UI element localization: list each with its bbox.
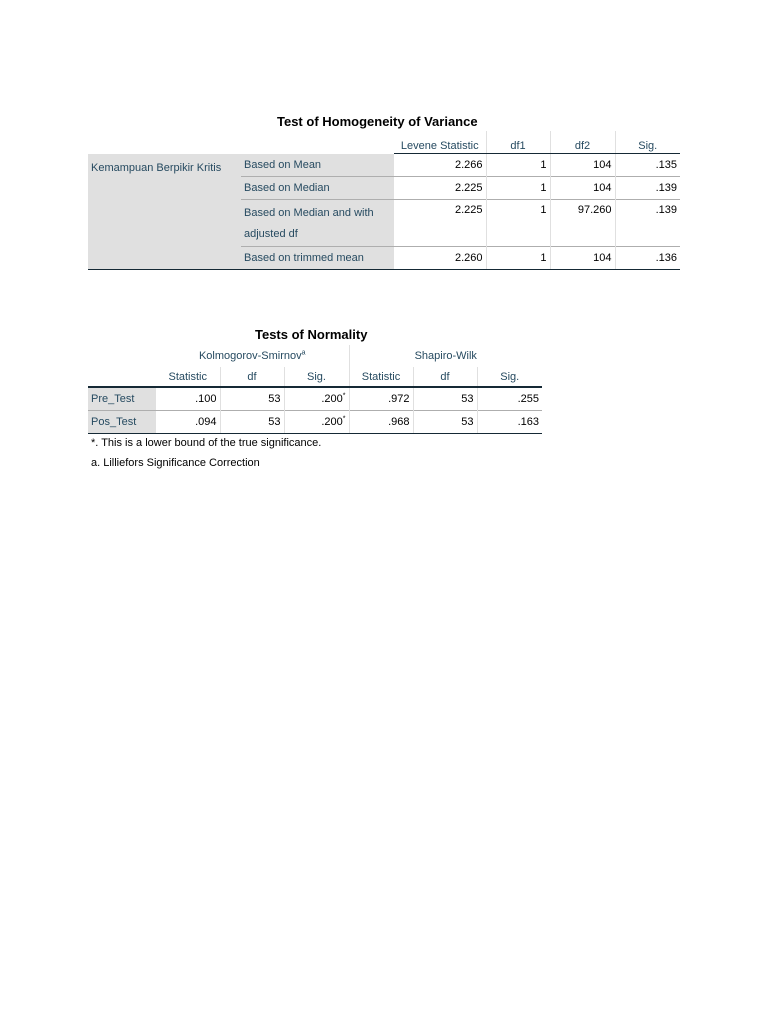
empty-header-cell xyxy=(88,345,156,367)
group-header-ks: Kolmogorov-Smirnov$^a$ xyxy=(198,349,306,362)
empty-header-cell xyxy=(88,367,156,387)
sw-statistic-value: .972 xyxy=(349,387,413,411)
row-label: Pre_Test xyxy=(88,387,156,411)
normality-subheader-row xyxy=(88,367,542,387)
sw-df-value: 53 xyxy=(413,387,477,411)
subheader-sw-sig: Sig. xyxy=(477,367,542,387)
subheader-sw-statistic: Statistic xyxy=(349,367,413,387)
ks-sig-value: .200* xyxy=(284,387,349,411)
df1-value: 1 xyxy=(486,154,550,177)
sig-value: .139 xyxy=(615,200,680,247)
row-label: Pos_Test xyxy=(88,411,156,434)
ks-df-value: 53 xyxy=(220,387,284,411)
sw-sig-value: .163 xyxy=(477,411,542,434)
df2-value: 104 xyxy=(550,247,615,270)
column-header-df1: df1 xyxy=(486,131,550,154)
table-row xyxy=(88,387,542,411)
df2-value: 104 xyxy=(550,154,615,177)
column-header-levene: Levene Statistic xyxy=(394,131,486,154)
table-row xyxy=(88,411,542,434)
row-label: Based on Median xyxy=(241,177,394,200)
homogeneity-title: Test of Homogeneity of Variance xyxy=(277,114,478,129)
ks-statistic-value: .094 xyxy=(156,411,220,434)
footnote-lower-bound: *. This is a lower bound of the true significance. xyxy=(91,437,322,449)
levene-value: 2.225 xyxy=(394,177,486,200)
sw-sig-value: .255 xyxy=(477,387,542,411)
subheader-ks-df: df xyxy=(220,367,284,387)
sig-value: .139 xyxy=(615,177,680,200)
levene-value: 2.266 xyxy=(454,159,483,171)
homogeneity-table xyxy=(88,131,680,270)
sw-statistic-value: .968 xyxy=(349,411,413,434)
ks-sig-value: .200* xyxy=(284,411,349,434)
normality-title: Tests of Normality xyxy=(255,327,368,342)
sig-value: .135 xyxy=(615,154,680,177)
column-header-df2: df2 xyxy=(550,131,615,154)
sw-df-value: 53 xyxy=(413,411,477,434)
normality-group-header-row xyxy=(88,345,542,367)
empty-header-cell xyxy=(88,131,241,154)
footnote-lilliefors: a. Lilliefors Significance Correction xyxy=(91,457,260,469)
group-header-sw: Shapiro-Wilk xyxy=(349,345,542,367)
df2-value: 97.260 xyxy=(550,200,615,247)
row-label: Based on Mean xyxy=(241,154,394,177)
subheader-ks-sig: Sig. xyxy=(284,367,349,387)
table-row xyxy=(88,154,680,177)
levene-value: 2.260 xyxy=(394,247,486,270)
column-header-sig: Sig. xyxy=(615,131,680,154)
levene-value: 2.225 xyxy=(394,200,486,247)
row-label: Based on Median and with adjusted df xyxy=(241,200,394,247)
group-label: Kemampuan Berpikir Kritis xyxy=(88,154,241,270)
homogeneity-header-row xyxy=(88,131,680,154)
df1-value: 1 xyxy=(486,177,550,200)
df2-value: 104 xyxy=(550,177,615,200)
empty-header-cell xyxy=(241,131,394,154)
ks-df-value: 53 xyxy=(220,411,284,434)
normality-table xyxy=(88,345,542,434)
sig-value: .136 xyxy=(615,247,680,270)
df1-value: 1 xyxy=(486,247,550,270)
ks-statistic-value: .100 xyxy=(156,387,220,411)
subheader-ks-statistic: Statistic xyxy=(168,370,207,383)
df1-value: 1 xyxy=(486,200,550,247)
row-label: Based on trimmed mean xyxy=(241,247,394,270)
subheader-sw-df: df xyxy=(413,367,477,387)
